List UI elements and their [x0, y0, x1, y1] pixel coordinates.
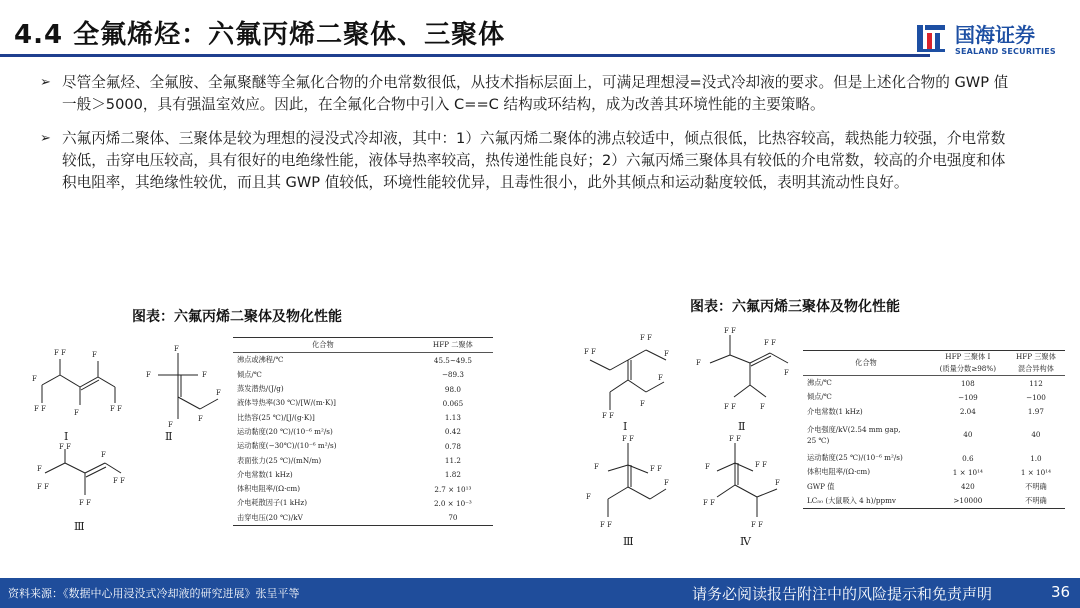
svg-text:F: F — [594, 463, 599, 471]
table-header-cell: HFP 三聚体 混合异构体 — [1007, 351, 1065, 376]
page-number: 36 — [1051, 583, 1071, 601]
table-cell: 体积电阻率/(Ω·cm) — [807, 467, 871, 477]
trimer-structure-iv — [695, 435, 800, 530]
svg-text:F: F — [32, 375, 37, 383]
svg-text:F F: F F — [54, 349, 66, 357]
table-cell: 不明确 — [1025, 481, 1047, 491]
svg-text:F: F — [198, 415, 203, 423]
svg-text:F F: F F — [764, 339, 776, 347]
table-cell: LC₅₀ (大鼠吸入 4 h)/ppmv — [807, 495, 896, 505]
dimer-property-table — [233, 337, 493, 526]
svg-text:F: F — [664, 350, 669, 358]
dimer-structure-i — [30, 345, 125, 425]
isomer-label: Ⅱ — [738, 420, 746, 433]
disclaimer-text: 请务必阅读报告附注中的风险提示和免责声明 — [692, 585, 993, 603]
table-row — [233, 353, 493, 368]
svg-text:F: F — [664, 479, 669, 487]
svg-text:F: F — [586, 493, 591, 501]
trimer-structure-i — [580, 330, 680, 420]
svg-text:F F: F F — [703, 499, 715, 507]
table-cell: 108 — [960, 378, 975, 388]
table-row — [233, 439, 493, 453]
bullet-text: 尽管全氟烃、全氟胺、全氟聚醚等全氟化合物的介电常数很低，从技术指标层面上，可满足理想浸=没式冷却液的要求。但是上述化合物的 GWP 值一般＞5000，具有强温室效应。因此，在全氟化合物中引入 C==C 结构或环结构，成为改善其环境性能的主要策略。 — [62, 74, 1009, 113]
table-cell: 0.065 — [442, 398, 464, 408]
isomer-label: Ⅰ — [64, 430, 69, 443]
svg-text:F: F — [705, 463, 710, 471]
table-cell: 比热容(25 ℃)/[J/(g·K)] — [237, 412, 315, 422]
table-cell: 沸点或沸程/℃ — [237, 355, 284, 365]
table-row — [233, 496, 493, 510]
svg-text:F: F — [74, 409, 79, 417]
table-cell: 420 — [960, 482, 975, 492]
table-row — [233, 468, 493, 482]
logo-text-en: SEALAND SECURITIES — [955, 47, 1056, 56]
svg-text:F: F — [216, 389, 221, 397]
svg-text:F: F — [146, 371, 151, 379]
logo-text-cn: 国海证券 — [955, 23, 1035, 47]
svg-text:F F: F F — [724, 403, 736, 411]
table-row — [803, 405, 1065, 419]
svg-text:F F: F F — [600, 521, 612, 529]
table-cell: 11.2 — [444, 456, 461, 466]
source-note: 资料来源：《数据中心用浸没式冷却液的研究进展》张呈平等 — [8, 587, 300, 600]
svg-text:F: F — [658, 374, 663, 382]
svg-text:F F: F F — [113, 477, 125, 485]
table-cell: 沸点/℃ — [807, 378, 832, 388]
table-cell: 0.78 — [444, 441, 461, 451]
table-header-cell: HFP 三聚体 Ⅰ (质量分数≥98%) — [929, 351, 1007, 376]
isomer-label: Ⅳ — [740, 535, 751, 548]
svg-text:F: F — [92, 351, 97, 359]
figure-caption-trimer: 图表：六氟丙烯三聚体及物化性能 — [690, 299, 900, 315]
isomer-label: Ⅱ — [165, 430, 173, 443]
svg-text:F F: F F — [640, 334, 652, 342]
table-cell: −109 — [957, 392, 978, 402]
table-cell: 1.82 — [444, 470, 461, 480]
table-cell: 倾点/℃ — [237, 369, 262, 379]
table-header-cell: HFP 二聚体 — [413, 338, 493, 353]
svg-text:F F: F F — [622, 435, 634, 443]
svg-text:F F: F F — [650, 465, 662, 473]
table-row — [233, 382, 493, 396]
page-title: 4.4 全氟烯烃：六氟丙烯二聚体、三聚体 — [14, 20, 506, 50]
svg-text:F F: F F — [584, 348, 596, 356]
table-header-row — [803, 351, 1065, 376]
table-cell: 倾点/℃ — [807, 392, 832, 402]
table-cell: 介电常数(1 kHz) — [807, 406, 863, 416]
table-row — [233, 368, 493, 382]
bullet-item — [40, 128, 1015, 194]
table-cell: 98.0 — [444, 384, 461, 394]
svg-text:F F: F F — [729, 435, 741, 443]
table-cell: −100 — [1026, 392, 1046, 402]
svg-text:F: F — [775, 479, 780, 487]
table-cell: 2.0 × 10⁻³ — [433, 498, 472, 508]
arrow-bullet-icon: ➢ — [40, 75, 51, 90]
footer-bar — [0, 578, 1080, 608]
dimer-structure-iii — [35, 443, 125, 518]
table-cell: 运动黏度(25 ℃)/(10⁻⁶ m²/s) — [807, 453, 903, 463]
isomer-label: Ⅰ — [623, 420, 628, 433]
svg-text:F F: F F — [755, 461, 767, 469]
logo-mark-icon — [915, 22, 947, 54]
table-cell: 运动黏度(−30℃)/(10⁻⁶ m²/s) — [237, 441, 337, 451]
table-cell: 1 × 10¹⁴ — [952, 467, 983, 477]
trimer-property-table — [803, 350, 1065, 509]
table-cell: 40 — [963, 430, 973, 440]
table-header-cell: 化合物 — [233, 338, 413, 353]
table-cell: 不明确 — [1025, 495, 1047, 505]
table-header-cell: 化合物 — [803, 351, 929, 376]
svg-text:F F: F F — [724, 327, 736, 335]
svg-text:F: F — [640, 400, 645, 408]
trimer-structure-iii — [580, 435, 680, 530]
table-cell: 介电耗散因子(1 kHz) — [237, 498, 308, 508]
bullet-text: 六氟丙烯二聚体、三聚体是较为理想的浸没式冷却液，其中：1）六氟丙烯二聚体的沸点较适中，倾点很低，比热容较高，载热能力较强，介电常数较低，击穿电压较高，具有很好的电绝缘性能，液体导热率较高，热传递性能良好；2）六氟丙烯三聚体具有较低的介电常数，较高的介电强度和体积电阻率，其绝缘性较优，而且其 GWP 值较低，环境性能较优异，且毒性很小，此外其倾点和运动黏度较低，表明其流动性良好。 — [62, 130, 1006, 191]
svg-text:F: F — [784, 369, 789, 377]
isomer-label: Ⅲ — [623, 535, 634, 548]
svg-text:F: F — [696, 359, 701, 367]
svg-text:F F: F F — [37, 483, 49, 491]
table-cell: 蒸发潜热/(J/g) — [237, 384, 284, 394]
table-cell: 表面张力(25 ℃)/(mN/m) — [237, 455, 322, 465]
table-header-row — [233, 338, 493, 353]
figure-caption-dimer: 图表：六氟丙烯二聚体及物化性能 — [132, 309, 342, 325]
table-row — [803, 451, 1065, 465]
svg-text:F F: F F — [79, 499, 91, 507]
table-row — [233, 410, 493, 424]
svg-text:F F: F F — [34, 405, 46, 413]
table-cell: 介电常数(1 kHz) — [237, 469, 293, 479]
table-row — [233, 511, 493, 526]
table-cell: 击穿电压(20 ℃)/kV — [237, 512, 303, 522]
svg-text:F F: F F — [751, 521, 763, 529]
svg-text:F: F — [168, 421, 173, 429]
table-cell: 70 — [448, 513, 458, 523]
table-cell: >10000 — [953, 496, 983, 506]
svg-text:F: F — [202, 371, 207, 379]
table-row — [803, 390, 1065, 404]
table-cell: 运动黏度(20 ℃)/(10⁻⁶ m²/s) — [237, 426, 333, 436]
svg-text:F: F — [174, 345, 179, 353]
table-cell: 介电强度/kV(2.54 mm gap, 25 ℃) — [807, 424, 901, 445]
svg-text:F F: F F — [602, 412, 614, 420]
dimer-structure-ii — [138, 345, 228, 430]
table-cell: 1.13 — [444, 413, 461, 423]
table-row — [803, 494, 1065, 509]
table-cell: 1.97 — [1027, 407, 1044, 417]
svg-text:F F: F F — [110, 405, 122, 413]
table-row — [233, 425, 493, 439]
table-cell: 45.5~49.5 — [433, 355, 472, 365]
table-cell: −89.3 — [441, 370, 464, 380]
table-cell: 1 × 10¹⁴ — [1020, 467, 1051, 477]
table-cell: 体积电阻率/(Ω·cm) — [237, 484, 301, 494]
svg-text:F: F — [101, 451, 106, 459]
table-cell: 1.0 — [1030, 453, 1042, 463]
svg-text:F: F — [760, 403, 765, 411]
table-cell: 0.42 — [444, 427, 461, 437]
table-row — [233, 453, 493, 467]
table-row — [803, 465, 1065, 479]
svg-text:F F: F F — [59, 443, 71, 451]
title-underline — [0, 54, 930, 57]
table-cell: 液体导热率(30 ℃)/[W/(m·K)] — [237, 398, 336, 408]
table-row — [233, 482, 493, 496]
table-cell: 112 — [1029, 378, 1043, 388]
table-cell: 0.6 — [962, 453, 974, 463]
table-row — [803, 419, 1065, 451]
bullet-item — [40, 72, 1015, 116]
table-cell: 40 — [1031, 430, 1041, 440]
table-row — [233, 396, 493, 410]
company-logo — [915, 18, 1065, 62]
table-row — [803, 376, 1065, 391]
table-row — [803, 479, 1065, 493]
svg-text:F: F — [37, 465, 42, 473]
arrow-bullet-icon: ➢ — [40, 131, 51, 146]
trimer-structure-ii — [690, 325, 795, 420]
table-cell: 2.04 — [959, 407, 976, 417]
table-cell: GWP 值 — [807, 481, 835, 491]
isomer-label: Ⅲ — [74, 520, 85, 533]
bullet-list — [40, 72, 1015, 206]
table-cell: 2.7 × 10¹³ — [434, 484, 472, 494]
